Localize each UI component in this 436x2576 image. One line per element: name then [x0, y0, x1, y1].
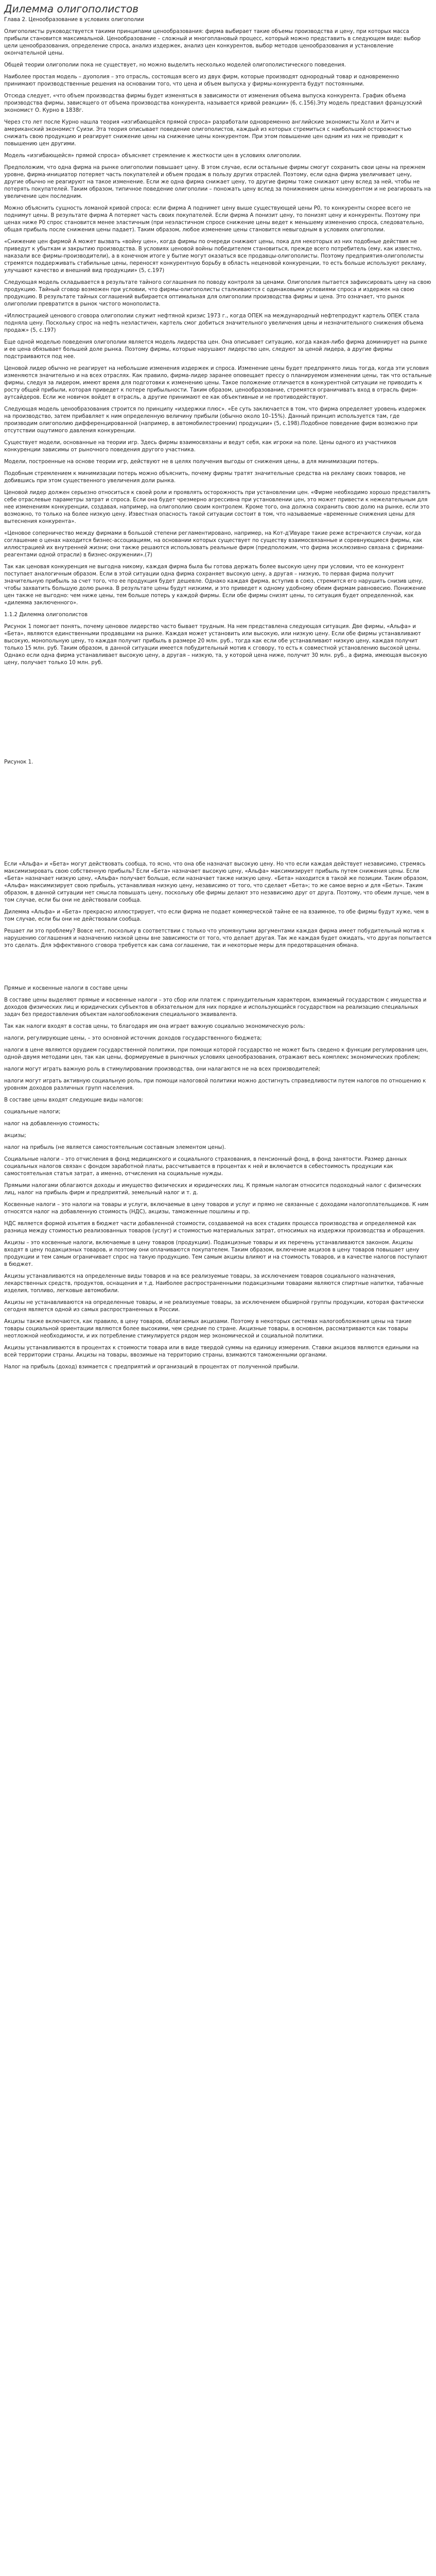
paragraph: Через сто лет после Курно нашла теория «изгибающейся прямой спроса» разработали одновременно английские экономисты Холл и Хитч и американский экономист Суизи. Эта теория описывает поведение олигополистов, каждый из которых стремиться с наибольшей осторожностью снижать свою продукцию и реагирует снижение цены на снижение цены конкурентом. При этом повышение цен одним из них не приводит к повышению цен другими.	[4, 120, 411, 147]
paragraph: Подобным стремлением к минимизации потерь можно объяснить, почему фирмы тратят значительные средства на рекламу своих товаров, не добившись при этом существенного увеличения доли рынка.	[4, 471, 406, 484]
paragraph: Акцизы устанавливаются на определенные виды товаров и на все реализуемые товары, за исключением товаров социального назначения, лекарственных средств, продуктов, оснащения и т.д. Наиболее распространенными подакцизными товарами являются спиртные напитки, табачные изделия, топливо, легковые автомобили.	[4, 1274, 424, 1294]
figure-caption: Рисунок 1.	[4, 759, 33, 765]
figure-blank-space	[4, 671, 432, 759]
paragraph: Предположим, что одна фирма на рынке олигополии повышает цену. В этом случае, если остальные фирмы смогут сохранить свои цены на прежнем уровне, фирма-инициатор потеряет часть покупателей и объем продаж в пользу других отраслей. Поэтому, если одна фирма увеличивает цену, другие обычно не реагируют на такое изменение. Если же одна фирма снижает цену, то другие фирмы тоже снижают цену вслед за ней, чтобы не потерять покупателей. Таким образом, типичное поведение олигополии – поножать цену вслед за понижением цены конкурентом и не реагировать на увеличение цен последним.	[4, 165, 431, 199]
paragraph: Так как налоги входят в состав цены, то благодаря им она играет важную социально экономическую роль:	[4, 1024, 305, 1029]
paragraph: Наиболее простая модель – дуополия – это отрасль, состоящая всего из двух фирм, которые производят однородный товар и одновременно принимают производственные решения на основании того, что цена и объем выпуска у фирмы-конкурента будут постоянными.	[4, 74, 399, 87]
paragraph: социальные налоги;	[4, 1109, 61, 1115]
paragraph: Можно объяснить сущность ломаной кривой спроса: если фирма A поднимет цену выше существующей цены P0, то конкуренты скорее всего не поднимут цены. В результате фирма A потеряет часть своих покупателей. Если фирма A понизит цену, то понизят цену и конкуренты. Поэтому при ценах ниже P0 спрос становится менее эластичным (при неэластичном спросе снижение цены ведет к меньшему изменению спроса, следовательно, общая прибыль после снижения цены падает). Таким образом, любое изменение цены становится невыгодным в условиях олигополии.	[4, 206, 424, 233]
paragraph: Существует модели, основанные на теории игр. Здесь фирмы взаимосвязаны и ведут себя, как игроки на поле. Цены одного из участников конкуренции зависимы от рыночного поведения другого участника.	[4, 440, 396, 453]
taxes-section	[4, 985, 432, 1371]
paragraph: Прямые и косвенные налоги в составе цены	[4, 986, 128, 991]
paragraph: Следующая модель складывается в результате тайного соглашения по поводу контроля за ценами. Олигополия пытается зафиксировать цену на свою продукцию. Тайный сговор возможен при условии, что фирмы-олигополисты сталкиваются с одинаковыми условиями спроса и издержек на свою продукцию. В результате тайных соглашений выбирается оптимальная для олигополии производства фирмы и цена. Это означает, что рынок олигополии превратится в рынок чистого монополиста.	[4, 280, 431, 307]
paragraph: Косвенные налоги – это налоги на товары и услуги, включаемые в цену товаров и услуг и прямо не связанные с доходами налогоплательщиков. К ним относятся налог на добавленную стоимость (НДС), акцизы, таможенные пошлины и пр.	[4, 1202, 429, 1215]
paragraph: Социальные налоги – это отчисления в фонд медицинского и социального страхования, в пенсионный фонд, в фонд занятости. Размер данных социальных налогов связан с фондом заработной платы, рассчитывается в процентах к ней и включается в себестоимость продукции как самостоятельная статья затрат, а именно, отчисления на социальные нужды.	[4, 1157, 407, 1177]
paragraph: Акцизы – это косвенные налоги, включаемые в цену товаров (продукции). Подакцизные товары и их перечень устанавливаются законом. Акцизы входят в цену подакцизных товаров, и поэтому они оплачиваются покупателем. Таким образом, включение акцизов в цену товаров повышает цену продукции и тем самым ограничивает спрос на такую продукцию. Тем самым акцизы влияют и на стоимость товаров, и в качестве налогов поступают в бюджет.	[4, 1240, 428, 1267]
blank-space	[4, 954, 432, 985]
paragraph: В составе цены выделяют прямые и косвенные налоги – это сбор или платеж с принудительным характером, взимаемый государством с имущества и доходов физических лиц и юридических субъектов в обязательном для них порядке и использующийся государством на реализацию специальных задач без предоставления объектам налогообложения специального эквивалента.	[4, 997, 427, 1018]
paragraph: Налог на прибыль (доход) взимается с предприятий и организаций в процентах от полученной прибыли.	[4, 1364, 300, 1370]
paragraph: Прямыми налогами облагаются доходы и имущество физических и юридических лиц. К прямым налогам относится подоходный налог с физических лиц, налог на прибыль фирм и предприятий, земельный налог и т. д.	[4, 1183, 422, 1196]
paragraph: «Иллюстрацией ценового сговора олигополии служит нефтяной кризис 1973 г., когда ОПЕК на международный нефтепродукт картель ОПЕК стала подняла цену. Поскольку спрос на нефть неэластичен, картель смог добиться значительного увеличения цены и незначительного снижения объема продаж» (5, с.197)	[4, 313, 424, 333]
paragraph: налог на добавленную стоимость;	[4, 1121, 100, 1127]
paragraph: Модели, построенные на основе теории игр, действуют не в целях получения выгоды от снижения цены, а для минимизации потерь.	[4, 459, 379, 465]
section-heading: 1.1.2 Дилемма олигополистов	[4, 612, 88, 618]
chapter-heading: Глава 2. Ценообразование в условиях олигополии	[4, 17, 144, 23]
paragraph: Акцизы не устанавливаются на определенные товары, и не реализуемые товары, за исключением обширной группы продукции, которая фактически сегодня является одной из самых распространенных в России.	[4, 1300, 424, 1313]
paragraph: Отсюда следует, «что объем производства фирмы будет изменяться в зависимости от изменения объема выпуска конкурента. График объема производства фирмы, зависящего от объема производства конкурента, называется кривой реакции» (6, с.156).Эту модель представил французский экономист О. Курно в 1838г.	[4, 93, 422, 113]
paragraph: Так как ценовая конкуренция не выгодна никому, каждая фирма была бы готова держать более высокую цену при условии, что ее конкурент поступает аналогичным образом. Если в этой ситуации одна фирма сохраняет высокую цену, а другая – низкую, то первая фирма получит значительную прибыль за счет того, что ее продукция будет дешевле. Однако каждая фирма, вступив в союз, стремится его нарушить снизив цену, чтобы захватить большую долю рынка. В результате цены будут низкими, и это приведет к одному удобному обеим фирмам равновесию. Понижение цен также не выгодно: чем ниже цены, тем больше потерь у каждой фирмы. Если обе фирмы снизят цены, то ситуация будет определенной, как «дилемма заключенного».	[4, 564, 426, 606]
paragraph: «Ценовое соперничество между фирмами в большой степени регламентировано, например, на Кот-д'Ивуаре такие реже встречаются случаи, когда соглашение о ценах находится бизнес-ассоциациям, на основании которых существует по существу взаимосвязанные и соревнующиеся фирмы, как иллюстрацией их внутренней жизни; они также решаются использовать реальные фирм (предположим, что фирма эксклюзивно связана с фирмами-реагентами одной отрасли) в бизнес-окружении».(7)	[4, 531, 424, 558]
paragraph: Модель «изгибающейся» прямой спроса» объясняет стремление к жесткости цен в условиях олигополии.	[4, 153, 302, 159]
figure-blank-space	[4, 773, 432, 861]
paragraph: налоги в цене являются орудием государственной политики, при помощи которой государство не может быть сведено к функции регулирования цен, одной-двумя методами цен, так как цены, формируемые в рыночных условиях ценообразования, отражают весь комплекс экономических проблем;	[4, 1047, 428, 1060]
paragraph: налог на прибыль (не является самостоятельным составным элементом цены).	[4, 1145, 226, 1150]
paragraph: Следующая модель ценообразования строится по принципу «издержки плюс». «Ее суть заключается в том, что фирма определяет уровень издержек на производство, затем прибавляет к ним определенную величину прибыли (обычно около 10–15%). Данный принцип используется там, где производим олигополию дифференцированной (например, в автомобилестроении) продукции» (5, с.198).Подобное поведение фирм возможно при отсутствии ощутимого давления конкуренции.	[4, 406, 426, 434]
paragraph: акцизы;	[4, 1133, 26, 1139]
paragraph: Еще одной моделью поведения олигополии является модель лидерства цен. Она описывает ситуацию, когда какая-либо фирма доминирует на рынке и ее цена обязывает большей доле рынка. Поэтому фирмы, которые нарушают лидерство цен, следуют за ценой лидера, а другие фирмы подстраиваются под нее.	[4, 340, 427, 360]
paragraph: Олигополисты руководствуется такими принципами ценообразования: фирма выбирает такие объемы производства и цену, при которых масса прибыли становится максимальной. Ценообразование – сложный и многоплановый процесс, который можно представить в следующем виде: выбор цели ценообразования, определение спроса, анализ издержек, анализ цен конкурентов, выбор методов ценообразования и установление окончательной цены.	[4, 29, 421, 56]
paragraph: налоги, регулирующие цены, – это основной источник доходов государственного бюджета;	[4, 1036, 262, 1041]
paragraph: Дилемма «Альфа» и «Бета» прекрасно иллюстрирует, что если фирма не подает коммерческой тайне ее на взаимное, то обе фирмы будут хуже, чем в том случае, если бы они не действовали сообща.	[4, 909, 429, 922]
paragraph: Рисунок 1 помогает понять, почему ценовое лидерство часто бывает трудным. На нем представлена следующая ситуация. Две фирмы, «Альфа» и «Бета», являются единственными продавцами на рынке. Каждая может установить или высокую, или низкую цену. Если обе фирмы устанавливают высокую, монопольную цену, то каждая получит прибыль в размере 20 млн. руб., тогда как если обе устанавливают низкую цену, каждая получит только 15 млн. руб. Таким образом, в данной ситуации имеется побудительный мотив к сговору, то есть к совместной установлению высокой цены. Однако если одна фирма устанавливает высокую цену, а другая – низкую, та, у которой цена ниже, получит 30 млн. руб., а фирма, имеющая высокую цену, получает только 10 млн. руб.	[4, 624, 427, 666]
paragraph: Акцизы также включаются, как правило, в цену товаров, облагаемых акцизами. Поэтому в некоторых системах налогообложения цены на такие товары социальной ориентации являются более высокими, чем средние по стране. Акцизные товары, в основном, рассматриваются как товары неотложной необходимости, и их потребление стимулируется рядом мер экономической и социальной политики.	[4, 1319, 412, 1339]
paragraph: Если «Альфа» и «Бета» могут действовать сообща, то ясно, что она обе назначат высокую цену. Но что если каждая действует независимо, стремясь максимизировать свою собственную прибыль? Если «Бета» назначает высокую цену, «Альфа» максимизирует прибыль путем снижения цены. Если «Бета» назначает низкую цену, «Альфа» получает больше, если назначает также низкую цену. «Бета» находится в такой же позиции. Таким образом, «Альфа» максимизирует свою прибыль, устанавливая низкую цену, независимо от того, что сделает «Бета»; то же самое верно и для «Беты». Таким образом, в данной ситуации нет смысла повышать цену, поскольку обе фирмы делают это независимо друг от друга. Поэтому, что обеим лучше, чем в том случае, если бы они не действовали сообща.	[4, 861, 429, 903]
paragraph: Ценовой лидер должен серьезно относиться к своей роли и проявлять осторожность при установлении цен. «Фирме необходимо хорошо представлять себе отраслевые параметры затрат и спроса. Если она будет чрезмерно агрессивна при установлении цен, это может привести к нежелательным для нее изменениям конкуренции, создавая, например, на олигополию своим контролем. Кроме того, она должна сохранить свою долю на рынке, если это возможно, то только на более низкую цену. Известная опасность такой ситуации состоит в том, что называемые «временные снижения цены для вытеснения конкурента».	[4, 490, 431, 524]
intro-section	[4, 28, 432, 607]
paragraph: НДС является формой изъятия в бюджет части добавленной стоимости, создаваемой на всех стадиях процесса производства и определяемой как разница между стоимостью реализованных товаров (услуг) и стоимостью материальных затрат, относимых на издержки производства и обращения.	[4, 1221, 425, 1234]
paragraph: «Снижение цен фирмой A может вызвать «войну цен», когда фирмы по очереди снижают цены, пока для некоторых из них подобные действия не приведут к убыткам и закрытию производства. В условиях ценовой войны победителем становиться, прежде всего потребитель (ему, как известно, наказали все фирмы-производители), а в конечном итоге у бытие могут оказаться все продавцы-олигополисты. Поэтому предприятия-олигополисты стремятся поддерживать стабильные цены, переносят конкурентную борьбу в область неценовой конкуренции, то есть больше используют рекламу, улучшают качество и внешний вид продукции» (5, с.197)	[4, 239, 427, 274]
paragraph: Акцизы устанавливаются в процентах к стоимости товара или в виде твердой суммы на единицу измерения. Ставки акцизов являются едиными на всей территории страны. Акцизы на товары, ввозимые на территорию страны, взимаются таможенными органами.	[4, 1345, 419, 1358]
paragraph: Ценовой лидер обычно не реагирует на небольшие изменения издержек и спроса. Изменение цены будет предпринято лишь тогда, когда эти условия изменяются значительно и на всех отраслях. Как правило, фирма-лидер заранее оповещает прессу о планируемом изменении цены, так что остальные фирмы, следуя за лидером, имеют время для подготовки к изменению цены. Такое положение отличается в конкурентной ситуации не приводить к росту общей прибыли, которая приведет к потере прибыльности. Таким образом, ценообразование, стремятся ограничивать вход в отрасль фирм-аутсайдеров. Если же новичок войдет в отрасль, а другие принимают ее как объективные и не противодействуют.	[4, 366, 432, 400]
paragraph: Общей теории олигополии пока не существует, но можно выделить несколько моделей олигополистического поведения.	[4, 62, 346, 68]
paragraph: Решает ли это проблему? Вовсе нет, поскольку в соответствии с только что упомянутыми аргументами каждая фирма имеет побудительный мотив к нарушению соглашения и назначению низкой цены вне зависимости от того, что делает другая. Так же каждая будет ожидать, что другая попытается это сделать. Для эффективного сговора требуется как сама соглашение, так и некоторые меры для предотвращения обмана.	[4, 928, 432, 948]
paragraph: налоги могут играть важную роль в стимулировании производства, они налагаются не на всех производителей;	[4, 1066, 321, 1072]
page-title: Дилемма олигополистов	[4, 3, 139, 15]
paragraph: налоги могут играть активную социальную роль, при помощи налоговой политики можно достигнуть справедливости путем налогов по отношению к уровням доходов различных групп населения.	[4, 1078, 426, 1091]
paragraph: В составе цены входят следующие виды налогов:	[4, 1097, 144, 1103]
